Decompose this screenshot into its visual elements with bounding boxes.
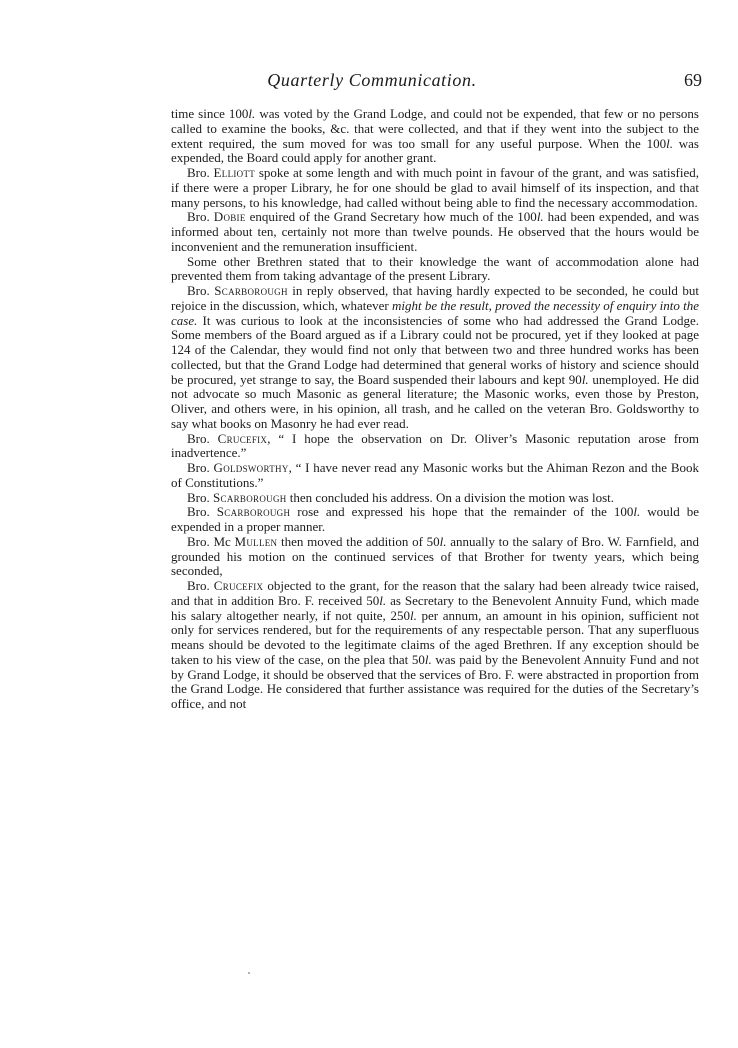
paragraph-text: time since 100	[171, 106, 249, 121]
italic-text: might be the result, proved the necessity of enquiry into the case.	[171, 297, 699, 328]
paragraph-text: then concluded his address. On a division the motion was lost.	[286, 489, 615, 505]
italic-text: l.	[424, 651, 432, 667]
running-head	[172, 70, 702, 96]
paragraph-text: Bro.	[187, 209, 214, 225]
paragraph-text: Bro.	[187, 489, 213, 505]
paragraph	[171, 505, 699, 535]
paragraph-text: unemployed. He did not advocate so much Masonic as general literature; the Masonic works, even those by Preston, Oliver, and others were, in his opinion, all trash, and he called on the veteran Bro. Goldsworthy to say what books on Masonry he had ever read.	[171, 371, 699, 431]
paragraph	[171, 210, 699, 254]
italic-text: l.	[666, 135, 673, 151]
paragraph-text: Bro.	[187, 430, 218, 446]
speaker-name: Crucefix	[217, 430, 268, 446]
paragraph-text: Some other Brethren stated that to their knowledge the want of accommodation alone had prevented them from taking advantage of the present Library.	[171, 253, 699, 284]
paragraph	[171, 432, 699, 462]
paragraph-text: Bro.	[187, 165, 214, 180]
speaker-name: Scarborough	[216, 504, 291, 520]
paragraph-text: was voted by the Grand Lodge, and could not be expended, that few or no persons called to examine the books, &c. that were collected, and that if they went into the subject to the extent required, the sum moved for was too small for any useful purpose. When the 100	[171, 106, 699, 151]
speaker-name: Goldsworthy	[213, 460, 289, 475]
body-text	[171, 107, 699, 712]
paragraph	[171, 491, 699, 506]
paragraph-text: then moved the addition of 50	[277, 533, 440, 549]
italic-text: l.	[379, 592, 387, 608]
italic-text: l.	[439, 533, 447, 549]
paragraph-text: Bro.	[187, 283, 215, 298]
paragraph-text: in reply observed, that having hardly expected to be seconded, he could but rejoice in the discussion, which, whatever	[171, 283, 700, 313]
ink-speck	[248, 972, 250, 974]
paragraph	[171, 107, 699, 166]
paragraph-text: Bro.	[187, 578, 214, 593]
paragraph-text: enquired of the Grand Secretary how much of the 100	[245, 209, 537, 225]
paragraph	[171, 255, 699, 285]
paragraph-text: objected to the grant, for the reason that the salary had been already twice raised, and that in addition Bro. F. received 50	[171, 578, 700, 608]
paragraph-text: spoke at some length and with much point in favour of the grant, and was satisfied, if there were a proper Library, he for one should be glad to avail himself of its inspection, and that many persons, to his knowledge, had called without being able to find the necessary accommodation.	[171, 165, 700, 210]
italic-text: l.	[248, 106, 256, 121]
page-number: 69	[684, 70, 702, 90]
speaker-name: Scarborough	[213, 489, 287, 505]
paragraph	[171, 461, 699, 491]
paragraph-text: Bro.	[187, 504, 217, 520]
speaker-name: Scarborough	[214, 283, 288, 298]
italic-text: l.	[581, 371, 589, 387]
paragraph-text: would be expended in a proper manner.	[171, 504, 700, 534]
italic-text: l.	[409, 607, 417, 623]
paragraph-text: It was curious to look at the inconsistencies of some who had addressed the Grand Lodge. Some members of the Board argued as if a Library could not be procured, yet if they looked at page 124 of the Calendar, they would find not only that between two and three hundred works has been collected, but that the Grand Lodge had determined that general works of history and science should be procured, yet strange to say, the Board suspended their labours and kept 90	[171, 312, 699, 387]
running-title: Quarterly Communication.	[267, 70, 477, 90]
speaker-name: Dobie	[213, 209, 246, 225]
paragraph-text: as Secretary to the Benevolent Annuity Fund, which made his salary altogether nearly, if not quite, 250	[171, 592, 699, 623]
speaker-name: Elliott	[213, 165, 256, 180]
paragraph-text: had been expended, and was informed about ten, certainly not more than twelve pounds. He observed that the hours would be inconvenient and the remuneration insufficient.	[171, 209, 700, 254]
speaker-name: Mullen	[234, 533, 278, 549]
paragraph-text: , “ I hope the observation on Dr. Oliver’s Masonic reputation arose from inadvertence.”	[171, 430, 699, 461]
italic-text: l.	[536, 209, 544, 225]
italic-text: l.	[633, 504, 641, 520]
paragraph-text: rose and expressed his hope that the remainder of the 100	[290, 504, 634, 520]
paragraph	[171, 166, 699, 210]
speaker-name: Crucefix	[213, 578, 264, 593]
paragraph-text: was expended, the Board could apply for another grant.	[171, 135, 699, 166]
paragraph-text: Bro.	[187, 460, 214, 475]
paragraph-text: annually to the salary of Bro. W. Farnfield, and grounded his motion on the continued services of that Brother for twenty years, which being seconded,	[171, 533, 699, 579]
paragraph	[171, 284, 699, 432]
paragraph-text: per annum, an amount in his opinion, sufficient not only for services rendered, but for the requirements of any respectable person. That any superfluous means should be devoted to the legitimate claims of the aged Brethren. If any exception should be taken to his view of the case, on the plea that 50	[171, 607, 699, 667]
paragraph	[171, 535, 699, 579]
paragraph-text: was paid by the Benevolent Annuity Fund and not by Grand Lodge, it should be observed that the services of Bro. F. were abstracted in proportion from the Grand Lodge. He considered that further assistance was required for the duties of the Secretary’s office, and not	[171, 651, 700, 711]
paragraph-text: , “ I have never read any Masonic works but the Ahiman Rezon and the Book of Constitutions.”	[171, 460, 699, 490]
paragraph-text: Bro. Mc	[187, 533, 235, 549]
paragraph	[171, 579, 699, 712]
